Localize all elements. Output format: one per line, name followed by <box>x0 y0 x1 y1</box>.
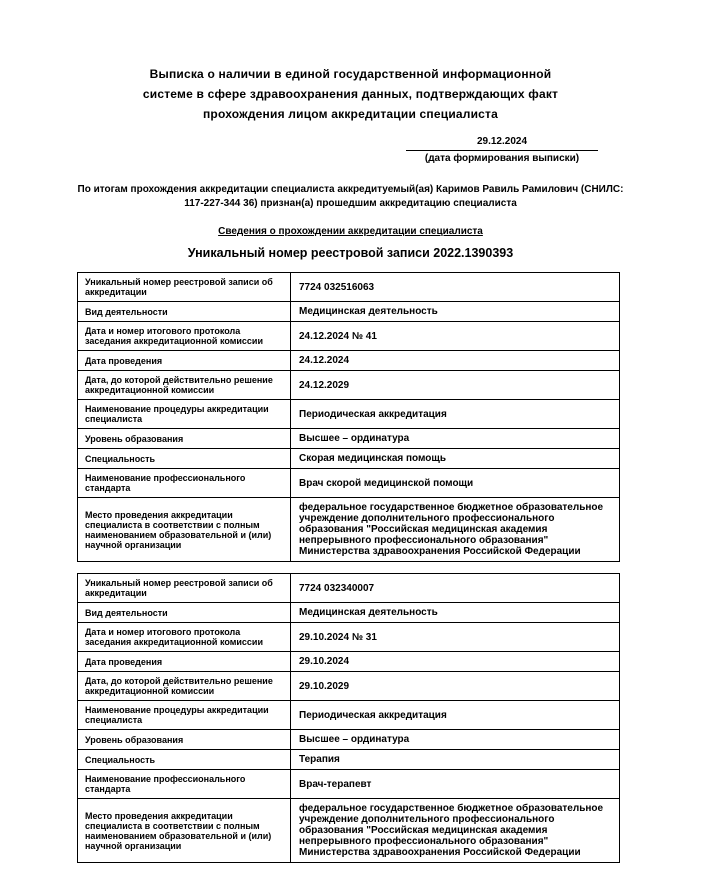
row-label: Уровень образования <box>78 429 291 449</box>
row-label: Наименование процедуры аккредитации специалиста <box>78 400 291 429</box>
row-label: Место проведения аккредитации специалиста в соответствии с полным наименованием образовательной и (или) научной организации <box>78 799 291 863</box>
table-row <box>78 449 620 469</box>
table-row <box>78 322 620 351</box>
row-label: Дата и номер итогового протокола заседания аккредитационной комиссии <box>78 322 291 351</box>
intro-paragraph: По итогам прохождения аккредитации специалиста аккредитуемый(ая) Каримов Равиль Рамилович (СНИЛС: 117-227-344 36) признан(а) прошедшим аккредитацию специалиста <box>77 184 624 209</box>
row-value: 24.12.2029 <box>291 371 620 400</box>
row-value: 24.12.2024 <box>291 351 620 371</box>
row-value: 7724 032516063 <box>291 273 620 302</box>
row-label: Дата, до которой действительно решение аккредитационной комиссии <box>78 672 291 701</box>
table-row <box>78 574 620 603</box>
row-label: Наименование процедуры аккредитации специалиста <box>78 701 291 730</box>
row-label: Наименование профессионального стандарта <box>78 469 291 498</box>
section-heading: Сведения о прохождении аккредитации специалиста <box>218 226 483 237</box>
issue-date-block <box>406 136 598 164</box>
row-value: Высшее – ординатура <box>291 730 620 750</box>
row-label: Место проведения аккредитации специалиста в соответствии с полным наименованием образовательной и (или) научной организации <box>78 498 291 562</box>
table-row <box>78 652 620 672</box>
table-row <box>78 730 620 750</box>
accreditation-table-1 <box>77 272 620 562</box>
table-row <box>78 672 620 701</box>
table-row <box>78 400 620 429</box>
row-label: Дата, до которой действительно решение аккредитационной комиссии <box>78 371 291 400</box>
row-value: федеральное государственное бюджетное образовательное учреждение дополнительного профессионального образования "Российская медицинская академия непрерывного профессионального образования" Министерства здравоохранения Российской Федерации <box>291 799 620 863</box>
document-title-line-2: системе в сфере здравоохранения данных, подтверждающих факт <box>142 87 559 101</box>
row-value: 29.10.2024 <box>291 652 620 672</box>
row-value: Врач скорой медицинской помощи <box>291 469 620 498</box>
row-label: Дата проведения <box>78 652 291 672</box>
row-label: Дата проведения <box>78 351 291 371</box>
row-value: Врач-терапевт <box>291 770 620 799</box>
issue-date-value: 29.12.2024 <box>406 136 598 151</box>
table-row <box>78 429 620 449</box>
row-label: Дата и номер итогового протокола заседания аккредитационной комиссии <box>78 623 291 652</box>
table-row <box>78 799 620 863</box>
row-label: Вид деятельности <box>78 603 291 623</box>
row-value: Медицинская деятельность <box>291 603 620 623</box>
row-value: 7724 032340007 <box>291 574 620 603</box>
row-label: Вид деятельности <box>78 302 291 322</box>
row-value: федеральное государственное бюджетное образовательное учреждение дополнительного профессионального образования "Российская медицинская академия непрерывного профессионального образования" Министерства здравоохранения Российской Федерации <box>291 498 620 562</box>
table-row <box>78 603 620 623</box>
row-value: Медицинская деятельность <box>291 302 620 322</box>
table-row <box>78 351 620 371</box>
table-row <box>78 469 620 498</box>
record-number-heading: Уникальный номер реестровой записи 2022.1390393 <box>187 246 514 260</box>
row-label: Наименование профессионального стандарта <box>78 770 291 799</box>
row-value: Скорая медицинская помощь <box>291 449 620 469</box>
accreditation-tables-area <box>77 272 620 863</box>
table-row <box>78 770 620 799</box>
row-value: 24.12.2024 № 41 <box>291 322 620 351</box>
table-row <box>78 302 620 322</box>
accreditation-table-2 <box>77 573 620 863</box>
table-row <box>78 273 620 302</box>
row-label: Специальность <box>78 750 291 770</box>
row-value: Высшее – ординатура <box>291 429 620 449</box>
row-value: Периодическая аккредитация <box>291 701 620 730</box>
issue-date-caption: (дата формирования выписки) <box>424 153 580 164</box>
row-value: 29.10.2029 <box>291 672 620 701</box>
row-label: Уникальный номер реестровой записи об аккредитации <box>78 574 291 603</box>
row-label: Уникальный номер реестровой записи об аккредитации <box>78 273 291 302</box>
table-row <box>78 750 620 770</box>
row-value: Терапия <box>291 750 620 770</box>
row-value: Периодическая аккредитация <box>291 400 620 429</box>
document-title <box>0 64 701 124</box>
table-row <box>78 371 620 400</box>
table-row <box>78 623 620 652</box>
table-row <box>78 498 620 562</box>
table-row <box>78 701 620 730</box>
document-title-line-3: прохождения лицом аккредитации специалиста <box>202 107 499 121</box>
document-title-line-1: Выписка о наличии в единой государственной информационной <box>149 67 552 81</box>
row-label: Уровень образования <box>78 730 291 750</box>
row-value: 29.10.2024 № 31 <box>291 623 620 652</box>
row-label: Специальность <box>78 449 291 469</box>
